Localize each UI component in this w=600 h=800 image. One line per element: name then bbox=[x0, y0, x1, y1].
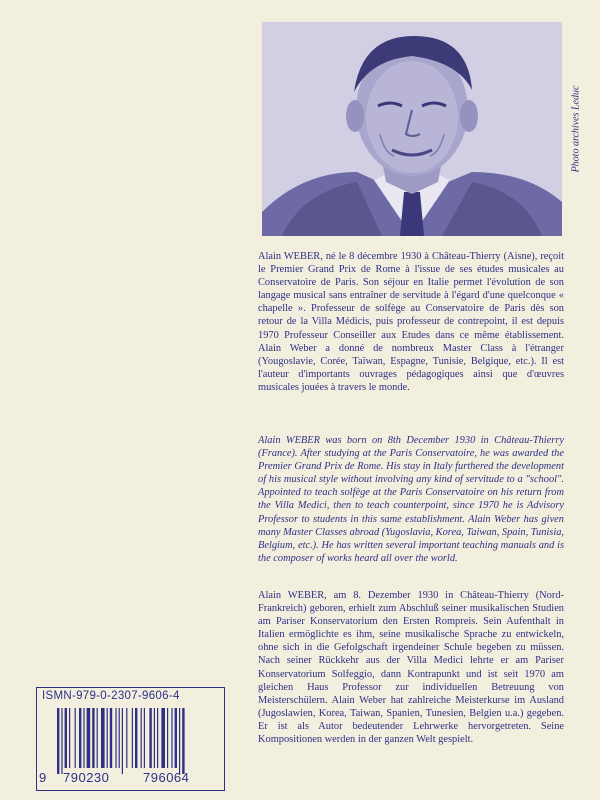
barcode-box bbox=[36, 687, 225, 791]
barcode-bar bbox=[179, 708, 180, 774]
barcode-bar bbox=[101, 708, 105, 768]
barcode-bar bbox=[57, 708, 59, 774]
barcode-bar bbox=[167, 708, 168, 768]
barcode-digit-group-2: 796064 bbox=[143, 770, 190, 785]
barcode-bar bbox=[110, 708, 112, 768]
barcode-bar bbox=[79, 708, 81, 768]
barcode-bar bbox=[154, 708, 155, 768]
barcode-bar bbox=[83, 708, 84, 768]
barcode-bar bbox=[65, 708, 67, 768]
barcode-bar bbox=[161, 708, 165, 768]
barcode-bar bbox=[149, 708, 151, 768]
barcode-bar bbox=[132, 708, 133, 768]
barcode-digit-prefix: 9 bbox=[39, 770, 47, 785]
barcode-bar bbox=[175, 708, 177, 768]
biography-french: Alain WEBER, né le 8 décembre 1930 à Château-Thierry (Aisne), reçoit le Premier Grand Prix de Rome à l'issue de ses études musicales au Conservatoire de Paris. Son séjour en Italie permet l'évolution de son langage musical sans entraîner de servitude à l'égard d'une quelconque « chapelle ». Professeur de solfège au Conservatoire de Paris dès son retour de la Villa Médicis, puis professeur de contrepoint, il est depuis 1970 Professeur Conseiller aux Etudes dans ce même établissement. Alain Weber a donné de nombreux Master Class à l'étranger (Yougoslavie, Corée, Taïwan, Espagne, Tunisie, Belgique, etc.). Il est l'auteur d'importants ouvrages pédagogiques ainsi que d'œuvres musicales jouées à travers le monde. bbox=[258, 251, 564, 393]
barcode-bar bbox=[141, 708, 142, 768]
barcode-bar bbox=[97, 708, 98, 768]
barcode-bar bbox=[87, 708, 91, 768]
portrait-image bbox=[262, 22, 562, 236]
photo-credit bbox=[566, 22, 586, 236]
portrait-photo bbox=[262, 22, 562, 236]
barcode-bar bbox=[75, 708, 76, 768]
barcode-bar bbox=[122, 708, 123, 774]
photo-credit-text: Photo archives Leduc bbox=[570, 85, 582, 173]
biography-german: Alain WEBER, am 8. Dezember 1930 in Château-Thierry (Nord-Frankreich) geboren, erhielt zum Abschluß seiner musikalischen Studien am Pariser Konservatorium den Ersten Rompreis. Sein Aufenthalt in Italien ermöglichte es ihm, seine musikalische Sprache zu entwickeln, ohne sich in die Gefolgschaft irgendeiner Schule begeben zu müssen. Nach seiner Rückkehr aus der Villa Medici lehrte er am Pariser Konservatorium Solfeggio, dann Kontrapunkt und ist seit 1970 am gleichen Haus Professor zur individuellen Betreuung von Meisterschülern. Alain Weber hat zahlreiche Meisterkurse im Ausland (Jugoslawien, Korea, Taiwan, Spanien, Tunesien, Belgien u.a.) gegeben. Er ist als Autor bedeutender Lehrwerke hervorgetreten. Seine Kompositionen werden in der ganzen Welt gespielt. bbox=[258, 590, 564, 746]
barcode-graphic bbox=[41, 706, 221, 774]
barcode-bar bbox=[135, 708, 137, 768]
barcode-bar bbox=[61, 708, 62, 774]
barcode-bar bbox=[107, 708, 108, 768]
barcode-bar bbox=[171, 708, 172, 768]
barcode-bar bbox=[119, 708, 120, 768]
barcode-bar bbox=[126, 708, 127, 768]
barcode-digit-group-1: 790230 bbox=[63, 770, 110, 785]
barcode-bar bbox=[92, 708, 94, 768]
barcode-bar bbox=[144, 708, 145, 768]
barcode-bar bbox=[182, 708, 184, 774]
barcode-bar bbox=[157, 708, 158, 768]
barcode-bar bbox=[69, 708, 70, 768]
biography-english: Alain WEBER was born on 8th December 1930 in Château-Thierry (France). After studying at the Paris Conservatoire, he was awarded the Premier Grand Prix de Rome. His stay in Italy furthered the development of his musical style without involving any kind of servitude to a "school". Appointed to teach solfège at the Paris Conservatoire on his return from the Villa Medici, then to teach counterpoint, since 1970 he is Advisory Professor to students in this same establishment. Alain Weber has given many Master Classes abroad (Yugoslavia, Korea, Taiwan, Spain, Tunisia, Belgium, etc.). He has written several important teaching manuals and is the composer of works heard all over the world. bbox=[258, 435, 564, 564]
barcode-bar bbox=[115, 708, 116, 768]
ismn-number: ISMN-979-0-2307-9606-4 bbox=[42, 690, 180, 702]
